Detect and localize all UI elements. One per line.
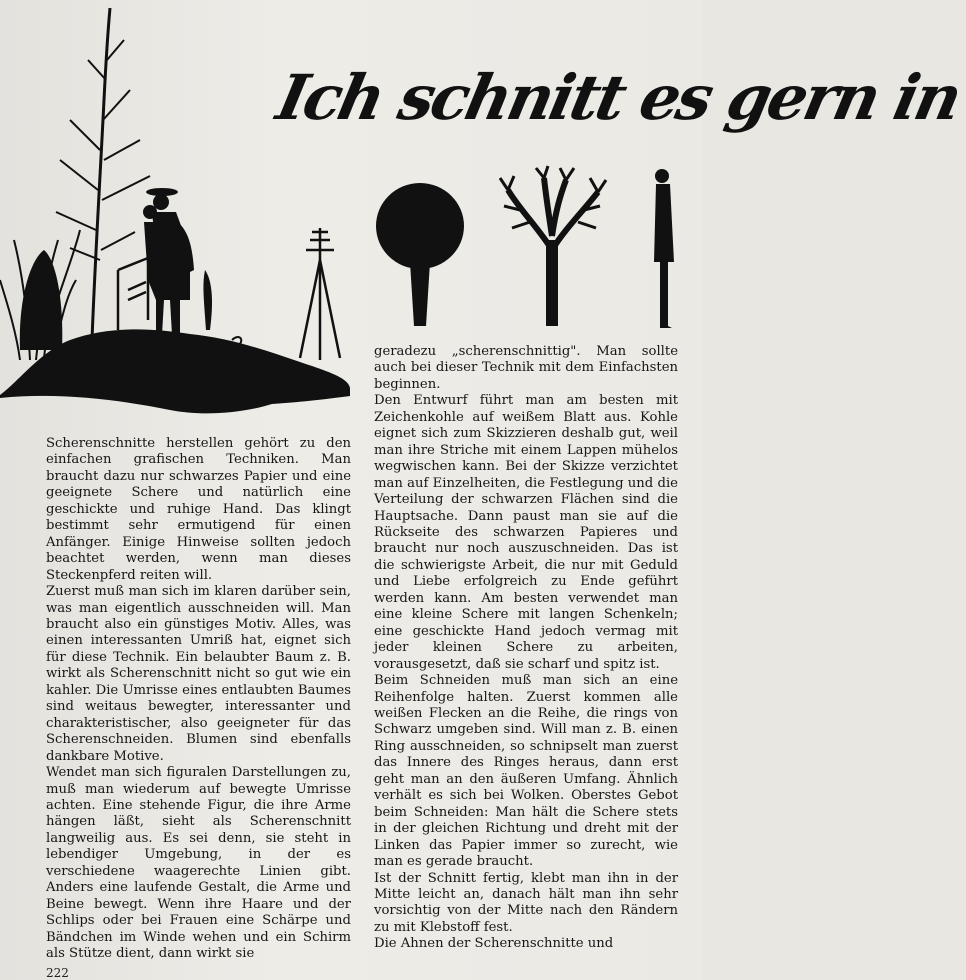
paragraph: Wendet man sich figuralen Darstellungen zu, muß man wiederum auf bewegte Umrisse achten. Eine stehende Figur, die ihre Arme hängen läßt, sieht als Scherenschnitt langweilig aus. Es sei denn, sie steht in lebendiger Umgebung, in der es verschiedene waagerechte Linien gibt. Anders eine laufende Gestalt, die Arme und Beine bewegt. Wenn ihre Haare und der Schlips oder bei Frauen eine Schärpe und Bändchen im Winde wehen und ein Schirm als Stütze dient, dann wirkt sie [46,765,351,962]
page-title: Ich schnitt es gern in [270,61,966,134]
silhouette-bare-tree [500,166,606,326]
paragraph: Scherenschnitte herstellen gehört zu den einfachen grafischen Techniken. Man braucht dazu nur schwarzes Papier und eine geeignete Schere und natürlich eine geschickte und ruhige Hand. Das klingt bestimmt sehr ermutigend für einen Anfänger. Einige Hinweise sollten jedoch beachtet werden, wenn man dieses Steckenpferd reiten will. [46,436,351,583]
silhouette-bush [20,250,63,350]
paragraph: Ist der Schnitt fertig, klebt man ihn in der Mitte leicht an, danach hält man ihn sehr vorsichtig von der Mitte nach den Rändern zu mit Klebstoff fest. [374,870,678,935]
text-column-right [374,344,678,953]
paragraph: Die Ahnen der Scherenschnitte und [374,936,614,952]
text-column-left [46,436,351,963]
paragraph: Den Entwurf führt man am besten mit Zeichenkohle auf weißem Blatt aus. Kohle eignet sich zum Skizzieren deshalb gut, weil man ihre Striche mit einem Lappen mühelos wegwischen kann. Bei der Skizze verzichtet man auf Einzelheiten, die Festlegung und die Verteilung der schwarzen Flächen sind die Hauptsache. Dann paust man sie auf die Rückseite des schwarzen Papieres und braucht nur noch auszuschneiden. Das ist die schwierigste Arbeit, die nur mit Geduld und Liebe erfolgreich zu Ende geführt werden kann. Am besten verwendet man eine kleine Schere mit langen Schenkeln; eine geschickte Hand jedoch vermag mit jeder kleinen Schere zu arbeiten, vorausgesetzt, daß sie scharf und spitz ist. [374,393,678,672]
paragraph: geradezu „scherenschnittig". Man sollte auch bei dieser Technik mit dem Einfachsten beginnen. [374,344,678,392]
silhouette-couple [143,188,194,335]
paragraph: Beim Schneiden muß man sich an eine Reihenfolge halten. Zuerst kommen alle weißen Flecken an die Reihe, die rings von Schwarz umgeben sind. Will man z. B. einen Ring ausschneiden, so schnipselt man zuerst das Innere des Ringes heraus, dann erst geht man an den äußeren Umfang. Ähnlich verhält es sich bei Wolken. Oberstes Gebot beim Schneiden: Man hält die Schere stets in der gleichen Richtung und dreht mit der Linken das Papier immer so zurecht, wie man es gerade braucht. [374,673,678,870]
silhouette-fence [118,258,148,330]
silhouette-umbrella [203,270,212,330]
silhouette-standing-figure [654,169,674,328]
silhouette-telegraph-pole [300,228,340,360]
page-number: 222 [46,966,69,980]
paragraph: Zuerst muß man sich im klaren darüber sein, was man eigentlich ausschneiden will. Man braucht also ein günstiges Motiv. Alles, was einen interessanten Umriß hat, eignet sich für diese Technik. Ein belaubter Baum z. B. wirkt als Scherenschnitt nicht so gut wie ein kahler. Die Umrisse eines entlaubten Baumes sind weitaus bewegter, interessanter und charakteristischer, also geeigneter für das Scherenschneiden. Blumen sind ebenfalls dankbare Motive. [46,584,351,764]
silhouette-round-tree [376,183,464,326]
